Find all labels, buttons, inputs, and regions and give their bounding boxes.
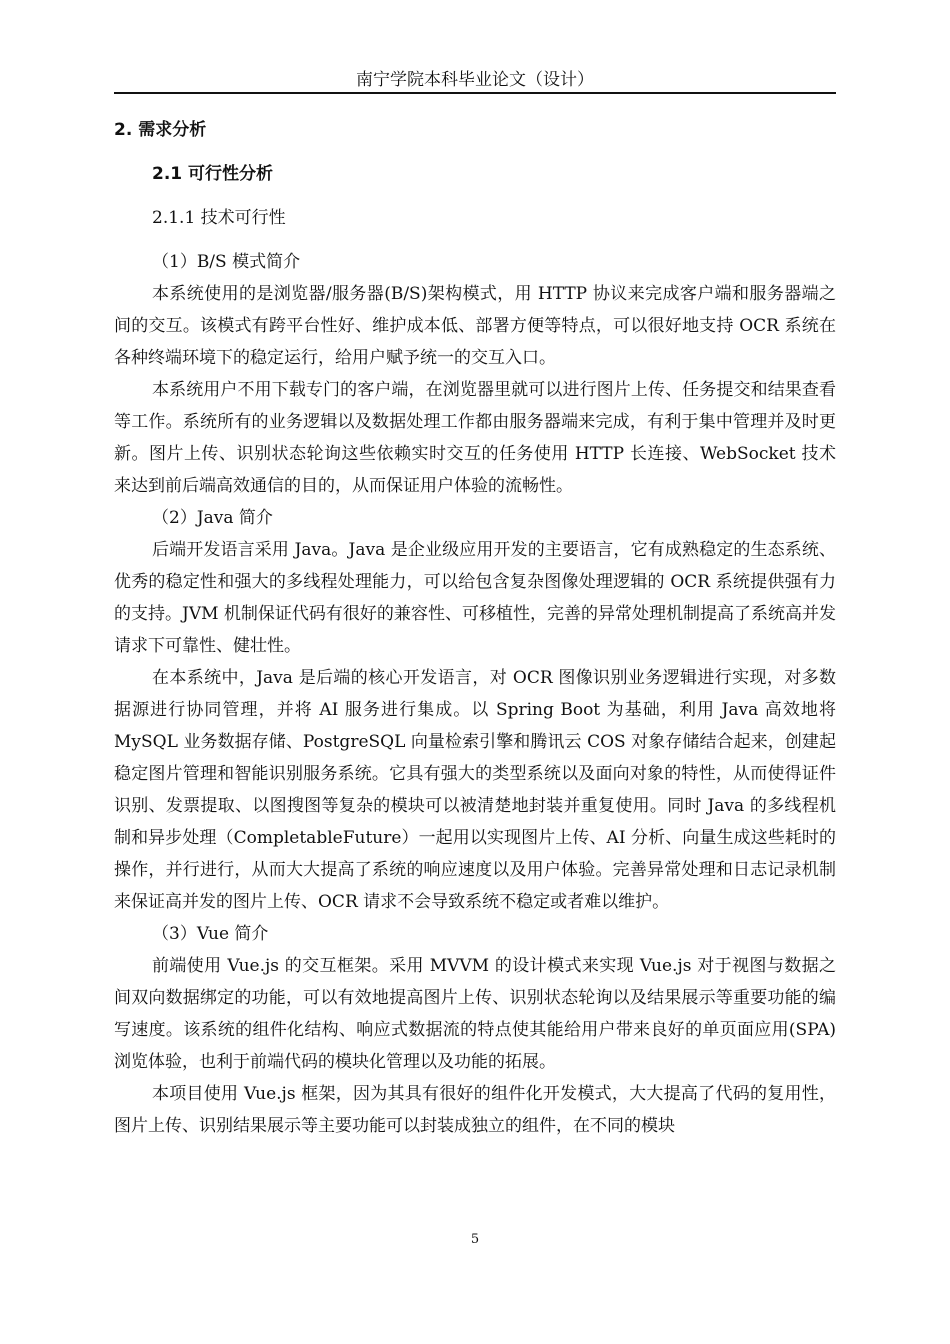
subsection-heading: 2.1 可行性分析	[152, 164, 274, 184]
paragraph: 本项目使用 Vue.js 框架，因为其具有很好的组件化开发模式，大大提高了代码的复用性，图片上传、识别结果展示等主要功能可以封装成独立的组件，在不同的模块	[114, 1084, 836, 1136]
paragraph: 在本系统中，Java 是后端的核心开发语言，对 OCR 图像识别业务逻辑进行实现，对多数据源进行协同管理，并将 AI 服务进行集成。以 Spring Boot 为基础，利用 Java 高效地将 MySQL 业务数据存储、PostgreSQL 向量检索引擎和腾讯云 COS 对象存储结合起来，创建起稳定图片管理和智能识别服务系统。它具有强大的类型系统以及面向对象的特性，从而使得证件识别、发票提取、以图搜图等复杂的模块可以被清楚地封装并重复使用。同时 Java 的多线程机制和异步处理（CompletableFuture）一起用以实现图片上传、AI 分析、向量生成这些耗时的操作，并行进行，从而大大提高了系统的响应速度以及用户体验。完善异常处理和日志记录机制来保证高并发的图片上传、OCR 请求不会导致系统不稳定或者难以维护。	[114, 668, 836, 912]
page-number: 5	[470, 1232, 480, 1247]
topic-heading-java: （2）Java 简介	[152, 508, 273, 528]
page-content	[114, 114, 836, 1142]
header-rule	[114, 92, 836, 94]
topic-heading-vue: （3）Vue 简介	[152, 924, 269, 944]
topic-heading-bs: （1）B/S 模式简介	[152, 252, 301, 272]
subsubsection-heading: 2.1.1 技术可行性	[152, 208, 286, 228]
paragraph: 本系统使用的是浏览器/服务器(B/S)架构模式，用 HTTP 协议来完成客户端和服务器端之间的交互。该模式有跨平台性好、维护成本低、部署方便等特点，可以很好地支持 OCR 系统在各种终端环境下的稳定运行，给用户赋予统一的交互入口。	[114, 284, 836, 368]
running-header: 南宁学院本科毕业论文（设计）	[356, 70, 594, 90]
paragraph: 本系统用户不用下载专门的客户端，在浏览器里就可以进行图片上传、任务提交和结果查看等工作。系统所有的业务逻辑以及数据处理工作都由服务器端来完成，有利于集中管理并及时更新。图片上传、识别状态轮询这些依赖实时交互的任务使用 HTTP 长连接、WebSocket 技术来达到前后端高效通信的目的，从而保证用户体验的流畅性。	[114, 380, 836, 496]
section-heading: 2. 需求分析	[114, 120, 207, 140]
paragraph: 前端使用 Vue.js 的交互框架。采用 MVVM 的设计模式来实现 Vue.js 对于视图与数据之间双向数据绑定的功能，可以有效地提高图片上传、识别状态轮询以及结果展示等重要功能的编写速度。该系统的组件化结构、响应式数据流的特点使其能给用户带来良好的单页面应用(SPA)浏览体验，也利于前端代码的模块化管理以及功能的拓展。	[114, 956, 836, 1072]
paragraph: 后端开发语言采用 Java。Java 是企业级应用开发的主要语言，它有成熟稳定的生态系统、优秀的稳定性和强大的多线程处理能力，可以给包含复杂图像处理逻辑的 OCR 系统提供强有力的支持。JVM 机制保证代码有很好的兼容性、可移植性，完善的异常处理机制提高了系统高并发请求下可靠性、健壮性。	[114, 540, 836, 656]
